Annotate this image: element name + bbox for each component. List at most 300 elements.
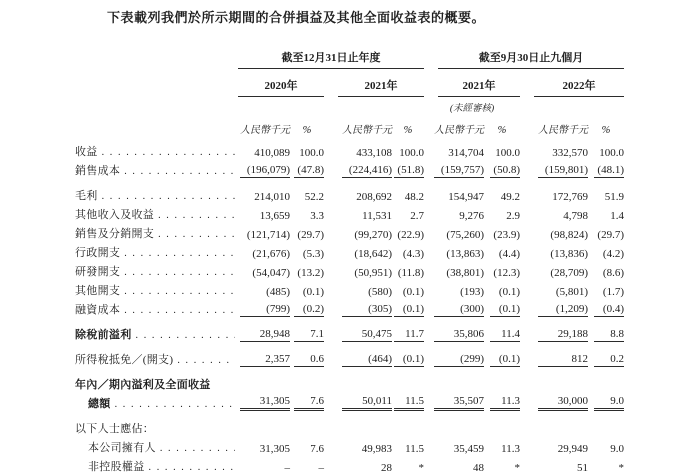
percent-value: (0.2) [294,303,324,317]
value-cell [324,159,392,178]
table-row [75,342,624,367]
percent-value: 100.0 [299,147,324,159]
value-cell [484,298,520,317]
row-label: 行政開支 [75,247,121,259]
amount-value: (98,824) [550,229,588,241]
value-cell [324,140,392,159]
row-label-cell [75,298,238,317]
amount-value: 29,949 [557,443,588,455]
year-label: 2020年 [238,77,324,97]
value-cell [424,222,484,241]
value-cell [424,436,484,455]
value-cell [520,203,588,222]
income-statement-table [75,47,624,474]
amount-value: (159,757) [434,164,484,178]
table-row [75,367,624,392]
amount-value: (485) [266,286,290,298]
value-cell [520,159,588,178]
value-cell [324,203,392,222]
unit-row [75,114,624,140]
row-label: 年內／期內溢利及全面收益 [75,379,211,391]
value-cell [520,436,588,455]
table-row [75,317,624,342]
row-label-flex [75,458,238,474]
value-cell [424,342,484,367]
row-label-flex [75,162,238,178]
amount-value: 50,475 [342,328,392,342]
value-cell [238,298,290,317]
value-cell [392,178,424,203]
row-label: 銷售及分銷開支 [75,228,155,240]
value-cell [520,140,588,159]
value-cell [520,222,588,241]
percent-value: (0.4) [594,303,624,317]
amount-value: (21,676) [252,248,290,260]
percent-value: (4.2) [602,248,624,260]
table-row [75,392,624,411]
value-cell [520,241,588,260]
amount-value: 9,276 [459,210,484,222]
value-cell [290,392,324,411]
percent-label: % [403,125,413,136]
percent-value: 48.2 [404,191,424,203]
row-label: 所得稅抵免／(開支) [75,354,174,366]
percent-value: * [618,462,624,474]
percent-value: (23.9) [493,229,520,241]
amount-value: (5,801) [555,286,588,298]
value-cell [392,342,424,367]
value-cell [484,178,520,203]
amount-value: 410,089 [254,147,290,159]
value-cell [520,298,588,317]
value-cell [290,178,324,203]
row-label-cell [75,436,238,455]
row-label: 以下人士應佔： [75,423,155,435]
value-cell [392,159,424,178]
value-cell [520,392,588,411]
percent-value: (5.3) [302,248,324,260]
value-cell [238,178,290,203]
percent-value: 100.0 [495,147,520,159]
percent-value: 2.9 [506,210,520,222]
row-label-cell [75,222,238,241]
percent-value: 0.2 [594,353,624,367]
value-cell [520,260,588,279]
value-cell [424,455,484,474]
value-cell [324,436,392,455]
table-row [75,411,624,436]
value-cell [484,436,520,455]
row-label: 銷售成本 [75,165,121,177]
value-cell [588,140,624,159]
dot-leader [102,146,235,158]
amount-value: (305) [342,303,392,317]
row-label-flex [75,263,238,279]
row-label-flex [75,420,238,436]
amount-value: (799) [240,303,290,317]
value-cell [238,241,290,260]
value-cell [588,317,624,342]
amount-value: (28,709) [550,267,588,279]
row-label: 除稅前溢利 [75,329,132,341]
amount-value: 172,769 [552,191,588,203]
row-label-flex [75,326,238,342]
percent-value: 2.7 [410,210,424,222]
table-row [75,260,624,279]
percent-value: (0.1) [490,353,520,367]
percent-value: (51.8) [394,164,424,178]
table-header [75,47,624,140]
percent-value: 0.6 [294,353,324,367]
row-label-cell [75,342,238,367]
value-cell [424,392,484,411]
amount-value: (300) [434,303,484,317]
table-row [75,203,624,222]
amount-value: – [284,462,290,474]
percent-value: (50.8) [490,164,520,178]
row-label-cell [75,392,238,411]
amount-value: 31,305 [259,443,290,455]
value-cell [324,178,392,203]
value-cell [424,298,484,317]
table-row [75,241,624,260]
value-cell [424,159,484,178]
period-group-row [75,47,624,69]
value-cell [484,279,520,298]
table-row [75,455,624,474]
value-cell [520,342,588,367]
amount-value: (38,801) [446,267,484,279]
row-label-cell [75,455,238,474]
row-label-flex [75,351,238,367]
period-group-label: 截至9月30日止九個月 [438,49,624,69]
row-label: 其他開支 [75,285,121,297]
amount-value: (193) [460,286,484,298]
amount-value: 35,507 [434,395,484,411]
dot-leader [136,329,236,341]
value-cell [324,260,392,279]
row-label-flex [75,206,238,222]
table-row [75,140,624,159]
percent-value: (11.8) [397,267,424,279]
year-label: 2022年 [534,77,624,97]
dot-leader [115,398,235,410]
percent-value: (29.7) [297,229,324,241]
value-cell [238,203,290,222]
value-cell [290,455,324,474]
table-row [75,178,624,203]
value-cell [484,455,520,474]
row-label-flex [75,187,238,203]
value-cell [424,203,484,222]
value-cell [238,317,290,342]
value-cell [520,317,588,342]
row-label-cell [75,367,238,392]
year-header [324,69,424,97]
value-cell [588,298,624,317]
value-cell [392,298,424,317]
amount-value: (13,836) [550,248,588,260]
value-cell [324,342,392,367]
percent-value: (22.9) [397,229,424,241]
value-cell [324,317,392,342]
period-group-label: 截至12月31日止年度 [238,49,424,69]
percent-value: 7.1 [294,328,324,342]
percent-value: 9.0 [594,395,624,411]
empty-values-cell [238,411,624,436]
amount-value: (1,209) [538,303,588,317]
amount-value: (75,260) [446,229,484,241]
amount-value: 35,806 [434,328,484,342]
amount-value: (159,801) [538,164,588,178]
value-cell [392,203,424,222]
amount-value: 30,000 [538,395,588,411]
amount-value: 35,459 [453,443,484,455]
value-cell [588,241,624,260]
dot-leader [149,461,236,473]
value-cell [484,392,520,411]
value-cell [238,436,290,455]
row-label-column-spacer [75,69,238,97]
value-cell [392,392,424,411]
percent-value: (0.1) [490,303,520,317]
value-cell [290,260,324,279]
value-cell [588,159,624,178]
value-cell [424,140,484,159]
dot-leader [124,266,235,278]
percent-value: (0.1) [402,286,424,298]
value-cell [588,203,624,222]
year-header [424,69,520,97]
amount-value: 51 [577,462,588,474]
value-cell [424,279,484,298]
table-row [75,298,624,317]
percent-label: % [302,125,312,136]
amount-value: 208,692 [356,191,392,203]
value-cell [392,222,424,241]
value-cell [238,260,290,279]
value-cell [392,436,424,455]
value-cell [392,241,424,260]
percent-value: (4.4) [498,248,520,260]
currency-unit-label: 人民幣千元 [342,125,392,136]
value-cell [484,140,520,159]
value-cell [290,159,324,178]
row-label-cell [75,203,238,222]
value-cell [238,342,290,367]
amount-value: 13,659 [259,210,290,222]
year-label: 2021年 [338,77,424,97]
currency-unit-label: 人民幣千元 [434,125,484,136]
value-cell [484,159,520,178]
row-label-flex [75,143,238,159]
percent-value: (4.3) [402,248,424,260]
value-cell [484,222,520,241]
percent-value: 100.0 [399,147,424,159]
table-body [75,140,624,474]
row-label-flex [75,282,238,298]
percent-value: (0.1) [394,353,424,367]
dot-leader [158,228,235,240]
amount-value: 31,305 [240,395,290,411]
year-header [520,69,624,97]
row-label: 收益 [75,146,98,158]
value-cell [290,342,324,367]
percent-value: 52.2 [304,191,324,203]
percent-value: (1.7) [602,286,624,298]
row-label-column-spacer [75,47,238,69]
percent-value: (13.2) [297,267,324,279]
dot-leader [102,190,235,202]
percent-value: (8.6) [602,267,624,279]
row-label: 研發開支 [75,266,121,278]
note-spacer [238,97,424,114]
row-label: 其他收入及收益 [75,209,155,221]
percent-label: % [601,125,611,136]
value-cell [324,279,392,298]
percent-value: (0.1) [302,286,324,298]
percent-value: 9.0 [610,443,624,455]
empty-values-cell [238,367,624,392]
row-label-column-spacer [75,114,238,140]
value-cell [424,178,484,203]
row-label-flex [75,439,238,455]
amount-value: 332,570 [552,147,588,159]
row-label: 總額 [88,398,111,410]
value-cell [484,260,520,279]
row-label: 本公司擁有人 [88,442,156,454]
currency-unit-label: 人民幣千元 [538,125,588,136]
percent-value: 51.9 [604,191,624,203]
row-label-flex [75,225,238,241]
amount-value: (464) [342,353,392,367]
amount-value: (13,863) [446,248,484,260]
value-cell [520,455,588,474]
percent-value: 7.6 [294,395,324,411]
amount-value: 4,798 [563,210,588,222]
percent-value: * [514,462,520,474]
percent-value: 11.3 [501,443,520,455]
year-label: 2021年 [438,77,520,97]
dot-leader [124,285,235,297]
percent-value: (29.7) [597,229,624,241]
row-label: 融資成本 [75,304,121,316]
value-cell [424,317,484,342]
value-cell [290,279,324,298]
value-cell [520,178,588,203]
row-label-cell [75,178,238,203]
value-cell [290,140,324,159]
value-cell [588,279,624,298]
value-cell [290,241,324,260]
amount-value: 154,947 [448,191,484,203]
row-label-cell [75,140,238,159]
amount-value: 29,188 [538,328,588,342]
value-cell [588,260,624,279]
percent-value: (0.1) [394,303,424,317]
amount-value: 50,011 [342,395,392,411]
percent-value: 11.5 [394,395,424,411]
value-cell [424,241,484,260]
percent-value: 11.4 [490,328,520,342]
percent-value: * [418,462,424,474]
amount-value: 812 [538,353,588,367]
note-row [75,97,624,114]
dot-leader [177,354,235,366]
amount-value: 28 [381,462,392,474]
value-cell [290,203,324,222]
amount-value: (224,416) [342,164,392,178]
table-row [75,222,624,241]
percent-value: (48.1) [594,164,624,178]
percent-value: (12.3) [493,267,520,279]
amount-value: 214,010 [254,191,290,203]
period-group-header [424,47,624,69]
value-cell [238,159,290,178]
amount-value: (121,714) [246,229,290,241]
row-label-column-spacer [75,97,238,114]
value-cell [424,260,484,279]
value-cell [324,241,392,260]
row-label-cell [75,317,238,342]
amount-value: (99,270) [354,229,392,241]
percent-label: % [497,125,507,136]
row-label-flex [75,376,238,392]
percent-value: 8.8 [594,328,624,342]
value-cell [588,222,624,241]
amount-value: (50,951) [354,267,392,279]
percent-value: 11.3 [490,395,520,411]
row-label-cell [75,159,238,178]
amount-value: 11,531 [362,210,392,222]
percent-value: 11.7 [394,328,424,342]
row-label: 非控股權益 [88,461,145,473]
row-label-cell [75,411,238,436]
amount-value: 48 [473,462,484,474]
amount-value: 28,948 [240,328,290,342]
dot-leader [124,304,235,316]
amount-value: 49,983 [361,443,392,455]
row-label-cell [75,279,238,298]
value-cell [290,222,324,241]
value-cell [392,140,424,159]
unaudited-note: (未經審核) [449,104,495,114]
value-cell [392,455,424,474]
row-label: 毛利 [75,190,98,202]
value-cell [324,455,392,474]
row-label-cell [75,260,238,279]
dot-leader [124,247,235,259]
value-cell [484,342,520,367]
table-row [75,436,624,455]
percent-value: 7.6 [310,443,324,455]
percent-value: (47.8) [294,164,324,178]
percent-value: 11.5 [405,443,424,455]
value-cell [238,392,290,411]
year-header [238,69,324,97]
amount-value: (580) [368,286,392,298]
value-cell [238,222,290,241]
value-cell [238,455,290,474]
value-cell [588,178,624,203]
value-cell [392,317,424,342]
value-cell [484,317,520,342]
note-spacer [520,97,624,114]
value-cell [324,222,392,241]
value-cell [290,298,324,317]
value-cell [238,140,290,159]
amount-value: (54,047) [252,267,290,279]
